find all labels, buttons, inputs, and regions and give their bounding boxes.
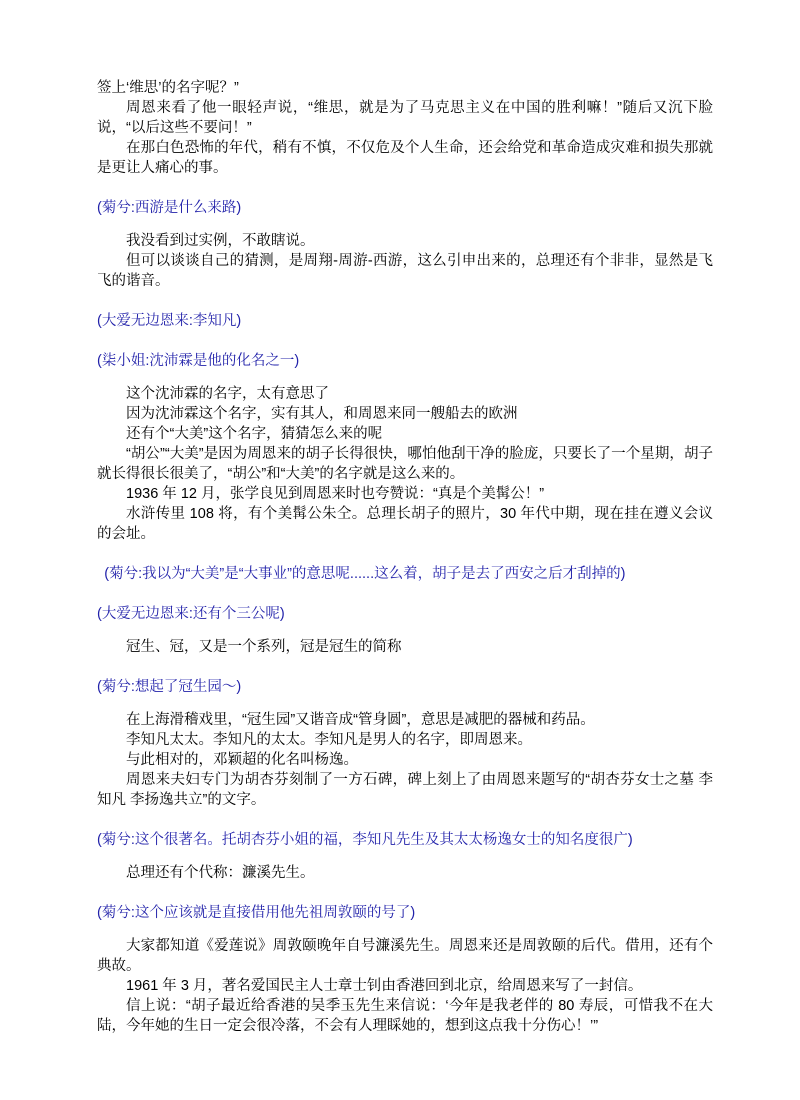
annotation-heading: (菊兮:想起了冠生园～) [97, 679, 242, 695]
body-paragraph: 总理还有个代称：濂溪先生。 [126, 865, 315, 881]
annotation-heading: (菊兮:这个应该就是直接借用他先祖周敦颐的号了) [97, 905, 416, 921]
body-paragraph: 大家都知道《爱莲说》周敦颐晚年自号濂溪先生。周恩来还是周敦颐的后代。借用，还有个典故。 [97, 938, 713, 974]
body-paragraph: 但可以谈谈自己的猜测，是周翔-周游-西游，这么引申出来的，总理还有个非非，显然是飞飞的谐音。 [97, 253, 713, 289]
body-paragraph: 这个沈沛霖的名字，太有意思了 [126, 386, 329, 402]
annotation-heading: (菊兮:我以为“大美”是“大事业”的意思呢......这么着，胡子是去了西安之后才刮掉的) [104, 566, 626, 582]
body-paragraph: 信上说：“胡子最近给香港的吴季玉先生来信说：‘今年是我老伴的 80 寿辰，可惜我不在大陆，今年她的生日一定会很冷落，不会有人理睬她的，想到这点我十分伤心！’” [97, 998, 713, 1034]
annotation-heading: (菊兮:西游是什么来路) [97, 200, 242, 216]
body-paragraph: 1936 年 12 月，张学良见到周恩来时也夸赞说：“真是个美髯公！” [126, 486, 545, 502]
body-paragraph: 在上海滑稽戏里，“冠生园”又谐音成“管身圆”，意思是减肥的器械和药品。 [126, 712, 595, 728]
body-paragraph: “胡公”“大美”是因为周恩来的胡子长得很快，哪怕他刮干净的脸庞，只要长了一个星期，胡子就长得很长很美了，“胡公”和“大美”的名字就是这么来的。 [97, 446, 713, 482]
annotation-heading: (大爱无边恩来:还有个三公呢) [97, 606, 285, 622]
body-paragraph: 周恩来看了他一眼轻声说，“维思，就是为了马克思主义在中国的胜利嘛！”随后又沉下脸说，“以后这些不要问！” [97, 100, 713, 136]
document-content [97, 78, 713, 1036]
body-paragraph: 签上‘维思’的名字呢？” [97, 80, 239, 96]
annotation-heading: (菊兮:这个很著名。托胡杏芬小姐的福，李知凡先生及其太太杨逸女士的知名度很广) [97, 832, 633, 848]
body-paragraph: 还有个“大美”这个名字，猜猜怎么来的呢 [126, 426, 383, 442]
body-paragraph: 与此相对的，邓颖超的化名叫杨逸。 [126, 752, 358, 768]
body-paragraph: 在那白色恐怖的年代，稍有不慎，不仅危及个人生命，还会给党和革命造成灾难和损失那就是更让人痛心的事。 [97, 140, 713, 176]
body-paragraph: 1961 年 3 月，著名爱国民主人士章士钊由香港回到北京，给周恩来写了一封信。 [126, 978, 643, 994]
body-paragraph: 冠生、冠，又是一个系列，冠是冠生的简称 [126, 639, 402, 655]
body-paragraph: 因为沈沛霖这个名字，实有其人，和周恩来同一艘船去的欧洲 [126, 406, 518, 422]
body-paragraph: 我没看到过实例，不敢瞎说。 [126, 233, 315, 249]
body-paragraph: 李知凡太太。李知凡的太太。李知凡是男人的名字，即周恩来。 [126, 732, 532, 748]
annotation-heading: (柒小姐:沈沛霖是他的化名之一) [97, 353, 300, 369]
body-paragraph: 周恩来夫妇专门为胡杏芬刻制了一方石碑，碑上刻上了由周恩来题写的“胡杏芬女士之墓 李知凡 李扬逸共立”的文字。 [97, 772, 713, 808]
annotation-heading: (大爱无边恩来:李知凡) [97, 313, 242, 329]
body-paragraph: 水浒传里 108 将，有个美髯公朱仝。总理长胡子的照片，30 年代中期，现在挂在遵义会议的会址。 [97, 506, 713, 542]
